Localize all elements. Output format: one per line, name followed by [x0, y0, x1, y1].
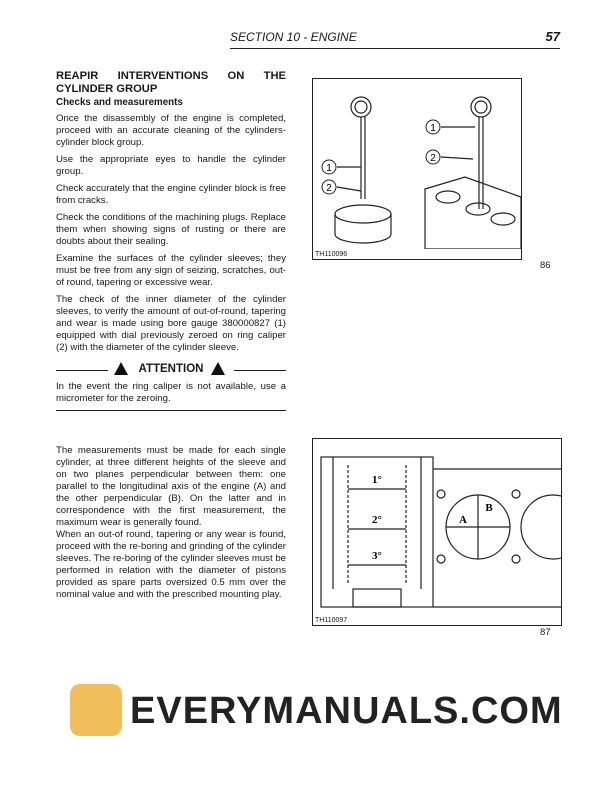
warning-icon — [114, 362, 128, 375]
paragraph: Check the conditions of the machining plugs. Replace them when showing signs of rusting or there are doubts about their sealing. — [56, 212, 286, 247]
paragraph: Use the appropriate eyes to handle the cylinder group. — [56, 154, 286, 177]
callout-2: 2 — [430, 153, 436, 164]
bore-gauge-illustration — [313, 79, 521, 249]
paragraph: Examine the surfaces of the cylinder sleeves; they must be free from any sign of seizing, scratches, out-of round, tapering or excessive wear. — [56, 253, 286, 288]
figure-number: 87 — [540, 627, 551, 638]
divider — [56, 370, 108, 371]
figure-86 — [312, 78, 522, 260]
paragraph: Once the disassembly of the engine is completed, proceed with an accurate cleaning of the cylinders-cylinder block group. — [56, 113, 286, 148]
section-title: SECTION 10 - ENGINE — [230, 30, 357, 44]
cylinder-measurement-diagram — [313, 439, 561, 615]
figure-caption: TH110096 — [315, 251, 348, 258]
paragraph: Check accurately that the engine cylinder block is free from cracks. — [56, 183, 286, 206]
level-label: 3° — [372, 550, 382, 562]
figure-caption: TH110097 — [315, 617, 348, 624]
callout-2: 2 — [326, 183, 332, 194]
watermark-logo — [70, 684, 122, 736]
spacer — [56, 411, 286, 445]
divider — [234, 370, 286, 371]
plane-label-b: B — [485, 502, 493, 514]
watermark: EVERYMANUALS.COM — [130, 690, 563, 732]
paragraph: The measurements must be made for each single cylinder, at three different heights of the sleeve and on two planes perpendicular between them: one parallel to the longitudinal axis of the engine (A) and the other perpendicular (B). On the latter and in correspondence with the first measurement, the maximum wear is generally found. — [56, 445, 286, 528]
page-header — [230, 28, 560, 49]
plane-label-a: A — [459, 514, 467, 526]
paragraph: The check of the inner diameter of the cylinder sleeves, to verify the amount of out-of-round, tapering and wear is made using bore gauge 380000827 (1) equipped with dial previously zeroed on ring caliper (2) with the diameter of the cylinder sleeve. — [56, 294, 286, 353]
callout-1: 1 — [326, 163, 332, 174]
warning-icon — [211, 362, 225, 375]
figure-87 — [312, 438, 562, 626]
subheading: Checks and measurements — [56, 97, 183, 108]
level-label: 2° — [372, 514, 382, 526]
paragraph: When an out-of round, tapering or any wear is found, proceed with the re-boring and grinding of the cylinder sleeves. The re-boring of the cylinder sleeves must be performed in relation with the diameter of pistons provided as spare parts oversized 0.5 mm over the nominal value and with the prescribed mounting play. — [56, 529, 286, 600]
page-number: 57 — [545, 29, 560, 44]
figure-number: 86 — [540, 260, 551, 271]
attention-text: In the event the ring caliper is not available, use a micrometer for the zeroing. — [56, 381, 286, 404]
callout-1: 1 — [430, 123, 436, 134]
attention-banner — [56, 362, 286, 378]
heading: REAPIR INTERVENTIONS ON THE CYLINDER GROUP — [56, 70, 286, 95]
attention-label: ATTENTION — [138, 363, 204, 375]
text-column — [56, 70, 286, 606]
level-label: 1° — [372, 474, 382, 486]
